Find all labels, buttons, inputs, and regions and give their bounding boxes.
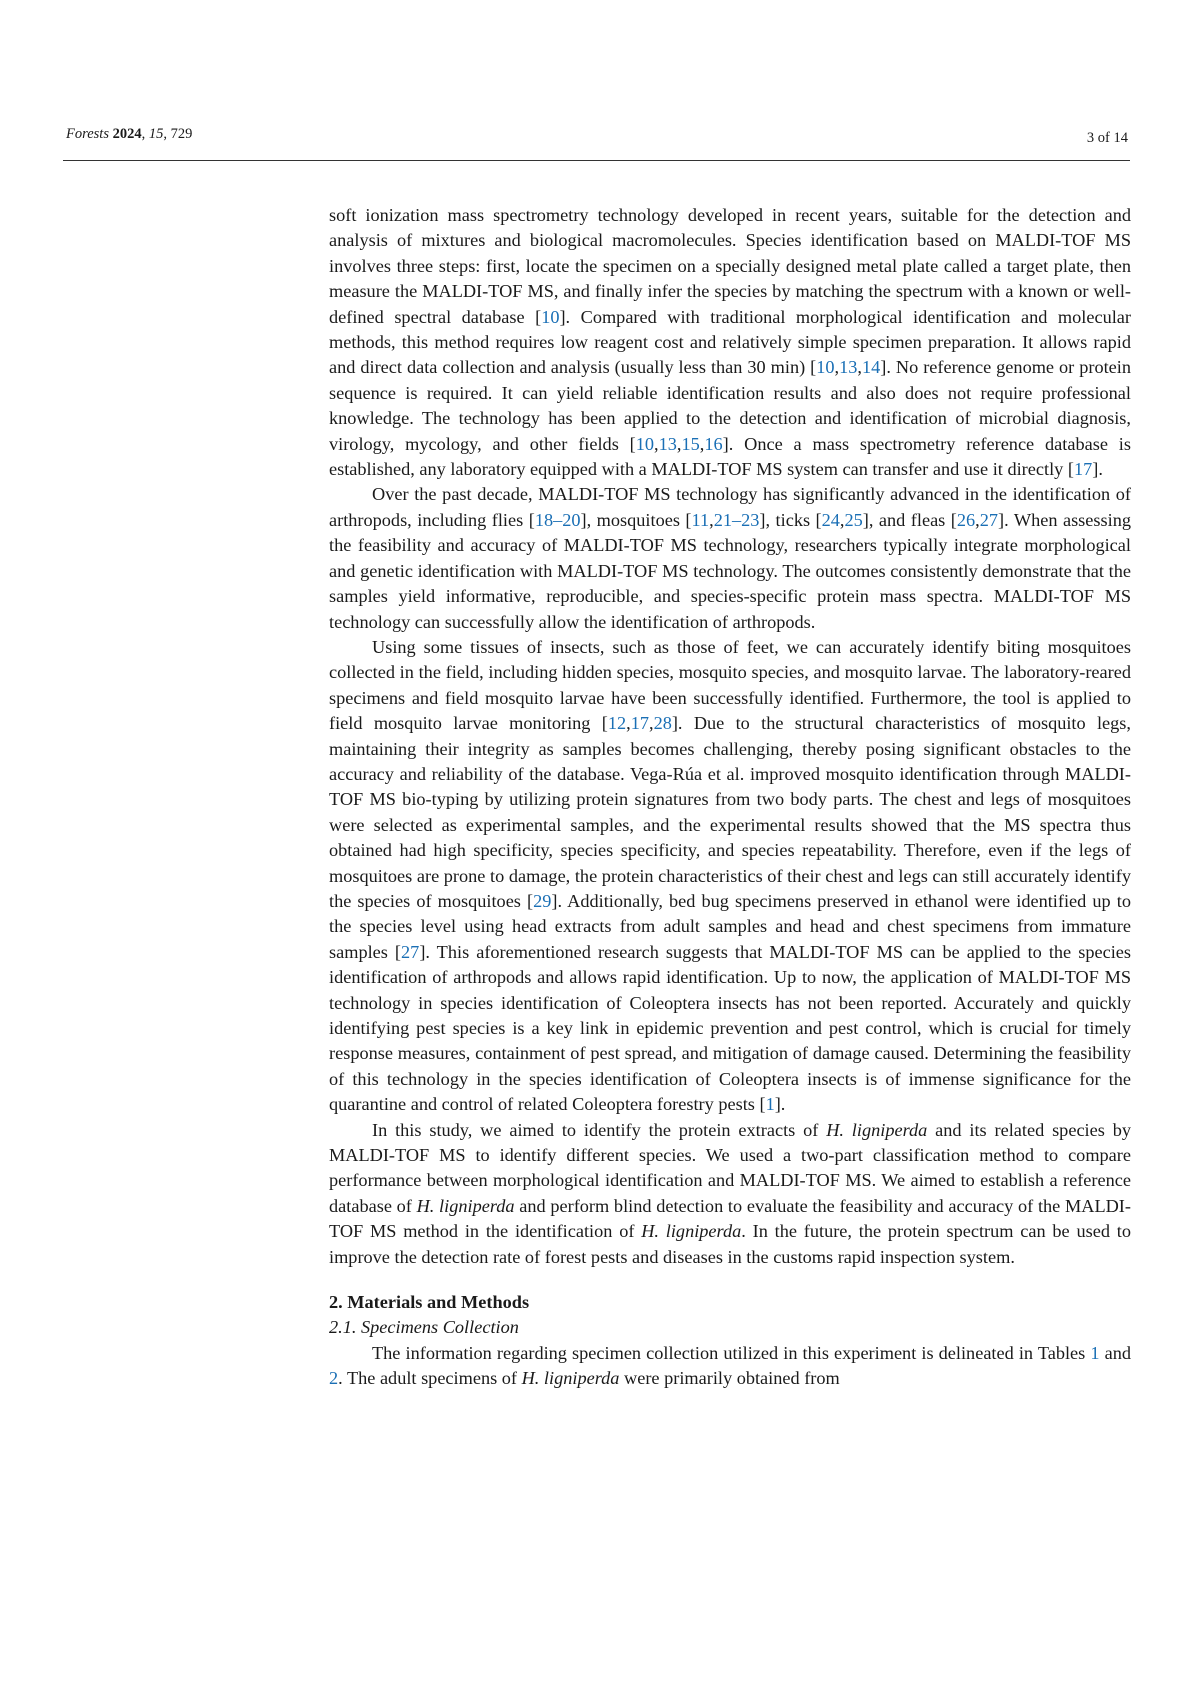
citation-link[interactable]: 13 bbox=[658, 433, 677, 454]
paragraph-4 bbox=[329, 1118, 1131, 1270]
citation-link[interactable]: 1 bbox=[765, 1094, 775, 1115]
text-run: , bbox=[857, 357, 862, 378]
citation-link[interactable]: 27 bbox=[401, 941, 420, 962]
citation-link[interactable]: 29 bbox=[533, 890, 552, 911]
text-run: ], mosquitoes [ bbox=[580, 509, 692, 530]
citation-link[interactable]: 16 bbox=[704, 433, 723, 454]
text-run: . In the future, the protein spectrum can be used to improve the detection rate of forest pests and diseases in the customs rapid inspection system. bbox=[329, 1221, 1131, 1267]
text-run: were primarily obtained from bbox=[619, 1368, 840, 1389]
text-run: Using some tissues of insects, such as those of feet, we can accurately identify biting mosquitoes collected in the field, including hidden species, mosquito species, and mosquito larvae. The laboratory-reared specimens and field mosquito larvae have been successfully identified. Furthermore, the tool is applied to field mosquito larvae monitoring [ bbox=[329, 636, 1131, 734]
citation-link[interactable]: 24 bbox=[821, 509, 840, 530]
species-name: H. ligniperda bbox=[521, 1368, 620, 1389]
text-run: The information regarding specimen collection utilized in this experiment is delineated in Tables bbox=[372, 1342, 1091, 1363]
subsection-heading: 2.1. Specimens Collection bbox=[329, 1317, 519, 1338]
text-run: , bbox=[676, 433, 682, 454]
journal-citation: Forests 2024, 15, 729 bbox=[66, 126, 193, 142]
text-run: ], ticks [ bbox=[759, 509, 822, 530]
text-run: ]. This aforementioned research suggests that MALDI-TOF MS can be applied to the species identification of arthropods and allows rapid identification. Up to now, the application of MALDI-TOF MS technology in species identification of Coleoptera insects has not been reported. Accurately and quickly identifying pest species is a key link in epidemic prevention and pest control, which is crucial for timely response measures, containment of pest spread, and mitigation of damage caused. Determining the feasibility of this technology in the species identification of Coleoptera insects is of immense significance for the quarantine and control of related Coleoptera forestry pests [ bbox=[329, 941, 1131, 1115]
text-run: Over the past decade, MALDI-TOF MS technology has significantly advanced in the identification of arthropods, including flies [ bbox=[329, 484, 1131, 530]
citation-link[interactable]: 17 bbox=[630, 713, 649, 734]
text-run: , bbox=[975, 509, 980, 530]
journal-name: Forests bbox=[66, 126, 109, 142]
text-run: , bbox=[654, 433, 659, 454]
text-run: ], and fleas [ bbox=[862, 509, 957, 530]
citation-link[interactable]: 14 bbox=[861, 357, 881, 378]
journal-volume: 15 bbox=[148, 126, 164, 142]
text-run: In this study, we aimed to identify the protein extracts of bbox=[372, 1119, 827, 1140]
citation-link[interactable]: 28 bbox=[653, 713, 672, 734]
text-run: . The adult specimens of bbox=[338, 1368, 522, 1389]
citation-link[interactable]: 12 bbox=[607, 713, 627, 734]
citation-link[interactable]: 15 bbox=[681, 433, 700, 454]
section-heading: 2. Materials and Methods bbox=[329, 1292, 530, 1313]
citation-link[interactable]: 25 bbox=[844, 509, 863, 530]
citation-link[interactable]: 10 bbox=[541, 306, 560, 327]
text-run: ]. bbox=[774, 1094, 786, 1115]
citation-link[interactable]: 10 bbox=[635, 433, 655, 454]
text-run: , bbox=[709, 509, 714, 530]
text-run: ]. Once a mass spectrometry reference database is established, any laboratory equipped with a MALDI-TOF MS system can transfer and use it directly [ bbox=[329, 433, 1131, 480]
text-run: , bbox=[648, 713, 654, 734]
paragraph-3 bbox=[329, 635, 1131, 1118]
text-run: ]. When assessing the feasibility and accuracy of MALDI-TOF MS technology, researchers typically integrate morphological and genetic identification with MALDI-TOF MS technology. The outcomes consistently demonstrate that the samples yield informative, reproducible, and species-specific protein mass spectra. MALDI-TOF MS technology can successfully allow the identification of arthropods. bbox=[329, 509, 1131, 632]
paragraph-1 bbox=[329, 203, 1131, 482]
text-run: and perform blind detection to evaluate the feasibility and accuracy of the MALDI-TOF MS method in the identification of bbox=[329, 1195, 1131, 1242]
text-run: soft ionization mass spectrometry technology developed in recent years, suitable for the detection and analysis of mixtures and biological macromolecules. Species identification based on MALDI-TOF MS involves three steps: first, locate the specimen on a specially designed metal plate called a target plate, then measure the MALDI-TOF MS, and finally infer the species by matching the spectrum with a known or well-defined spectral database [ bbox=[329, 205, 1131, 327]
citation-link[interactable]: 10 bbox=[816, 357, 835, 378]
text-run: , bbox=[839, 509, 845, 530]
citation-link[interactable]: 11 bbox=[691, 509, 710, 530]
text-run: and its related species by MALDI-TOF MS to identify different species. We used a two-part classification method to compare performance between morphological identification and MALDI-TOF MS. We aimed to establish a reference database of bbox=[329, 1119, 1131, 1216]
citation-link[interactable]: 17 bbox=[1073, 459, 1093, 480]
journal-year: 2024 bbox=[112, 126, 142, 142]
citation-link[interactable]: 13 bbox=[839, 357, 858, 378]
page-number: 3 of 14 bbox=[1086, 130, 1128, 146]
species-name: H. ligniperda bbox=[826, 1119, 928, 1140]
citation-link[interactable]: 21–23 bbox=[713, 509, 760, 530]
text-run: ]. Due to the structural characteristics of mosquito legs, maintaining their integrity as samples becomes challenging, thereby posing significant obstacles to the accuracy and reliability of the database. Vega-Rúa et al. improved mosquito identification through MALDI-TOF MS bio-typing by utilizing protein signatures from two body parts. The chest and legs of mosquitoes were selected as experimental samples, and the experimental results showed that the MS spectra thus obtained had high specificity, species specificity, and species repeatability. Therefore, even if the legs of mosquitoes are prone to damage, the protein characteristics of their chest and legs can still accurately identify the species of mosquitoes [ bbox=[329, 713, 1131, 911]
citation-link[interactable]: 26 bbox=[956, 509, 976, 530]
paragraph-2 bbox=[329, 482, 1131, 634]
text-run: ]. Additionally, bed bug specimens preserved in ethanol were identified up to the species level using head extracts from adult samples and head and chest specimens from immature samples [ bbox=[329, 890, 1131, 962]
text-run: and bbox=[1099, 1342, 1131, 1363]
citation-link[interactable]: 2 bbox=[329, 1368, 339, 1389]
text-run: ]. Compared with traditional morphological identification and molecular methods, this method requires low reagent cost and relatively simple specimen preparation. It allows rapid and direct data collection and analysis (usually less than 30 min) [ bbox=[329, 306, 1131, 378]
citation-link[interactable]: 27 bbox=[979, 509, 999, 530]
citation-link[interactable]: 18–20 bbox=[534, 509, 581, 530]
text-run: ]. bbox=[1092, 459, 1103, 480]
article-body bbox=[329, 203, 1131, 1392]
text-run: , bbox=[699, 433, 705, 454]
article-number: 729 bbox=[170, 126, 193, 142]
text-run: , bbox=[626, 713, 631, 734]
species-name: H. ligniperda bbox=[641, 1221, 742, 1242]
text-run: , bbox=[834, 357, 840, 378]
text-run: ]. No reference genome or protein sequence is required. It can yield reliable identification results and also does not require professional knowledge. The technology has been applied to the detection and identification of microbial diagnosis, virology, mycology, and other fields [ bbox=[329, 357, 1131, 454]
species-name: H. ligniperda bbox=[416, 1195, 515, 1216]
page-header bbox=[63, 118, 1130, 161]
citation-link[interactable]: 1 bbox=[1090, 1342, 1100, 1363]
paragraph-5 bbox=[329, 1341, 1131, 1392]
